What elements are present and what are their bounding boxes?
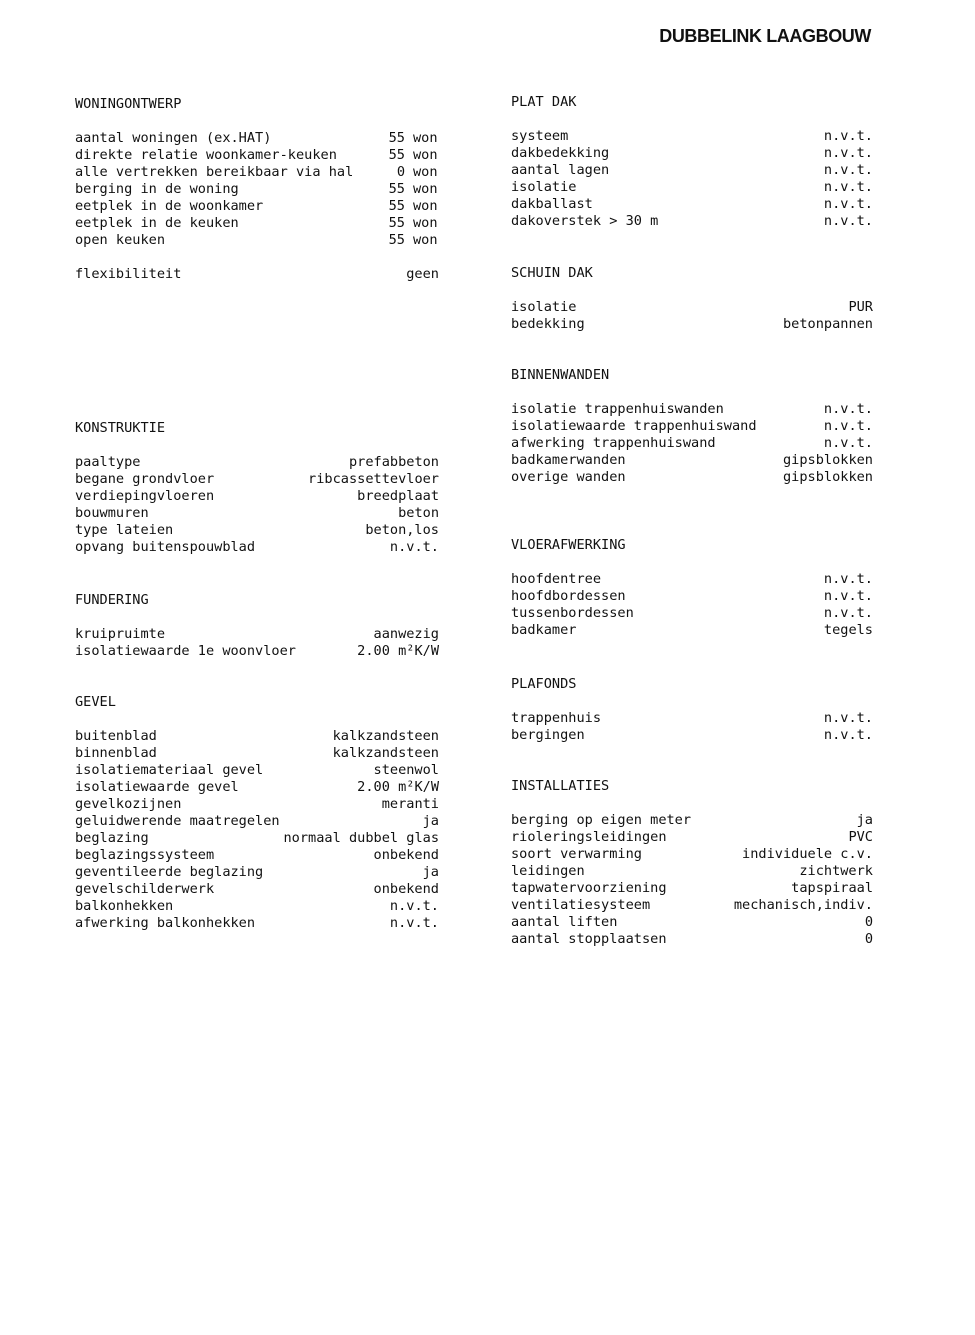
section-plat-dak	[511, 94, 873, 230]
spec-value: n.v.t.	[823, 145, 873, 161]
spec-row	[75, 539, 439, 556]
spec-label: aantal stopplaatsen	[511, 931, 667, 947]
section-gevel	[75, 694, 439, 932]
spec-label: beglazing	[75, 830, 149, 846]
spec-row	[75, 198, 439, 215]
spec-value: normaal dubbel glas	[283, 830, 439, 846]
spec-row	[75, 232, 439, 249]
spec-value: tegels	[823, 622, 873, 638]
spec-row	[511, 418, 873, 435]
spec-row	[511, 316, 873, 333]
spec-unit: won	[413, 181, 438, 197]
section-title: GEVEL	[75, 694, 116, 710]
spec-value: n.v.t.	[823, 605, 873, 621]
section-schuin-dak	[511, 265, 873, 333]
spec-row	[75, 847, 439, 864]
spec-count: 55	[388, 215, 405, 231]
spec-label: hoofdbordessen	[511, 588, 626, 604]
spec-row	[75, 864, 439, 881]
spec-label: badkamer	[511, 622, 577, 638]
spec-unit: won	[413, 147, 438, 163]
spec-value: n.v.t.	[823, 571, 873, 587]
spec-label: isolatiemateriaal gevel	[75, 762, 264, 778]
spec-label: geluidwerende maatregelen	[75, 813, 280, 829]
spec-count: 55	[388, 130, 405, 146]
spec-value: n.v.t.	[823, 418, 873, 434]
spec-row	[75, 813, 439, 830]
section-title: PLAFONDS	[511, 676, 577, 692]
spec-label: flexibiliteit	[75, 266, 182, 282]
spec-row	[75, 779, 439, 796]
spec-count: 55	[388, 181, 405, 197]
spec-row	[511, 435, 873, 452]
section-vloerafwerking	[511, 537, 873, 639]
section-woningontwerp	[75, 96, 439, 283]
spec-label: aantal liften	[511, 914, 618, 930]
woningontwerp-rows	[75, 130, 439, 249]
spec-row	[75, 215, 439, 232]
spec-count: 55	[388, 147, 405, 163]
spec-row	[511, 863, 873, 880]
spec-label: tapwatervoorziening	[511, 880, 667, 896]
spec-label: direkte relatie woonkamer-keuken	[75, 147, 337, 163]
spec-value: aanwezig	[373, 626, 439, 642]
spec-label: binnenblad	[75, 745, 157, 761]
spec-label: dakoverstek > 30 m	[511, 213, 659, 229]
section-title: WONINGONTWERP	[75, 96, 182, 112]
spec-label: bergingen	[511, 727, 585, 743]
spec-label: kruipruimte	[75, 626, 166, 642]
spec-label: isolatie trappenhuiswanden	[511, 401, 724, 417]
spec-label: tussenbordessen	[511, 605, 634, 621]
spec-value: beton	[398, 505, 439, 521]
section-title: SCHUIN DAK	[511, 265, 593, 281]
spec-row	[75, 745, 439, 762]
spec-row	[511, 401, 873, 418]
spec-row	[75, 454, 439, 471]
section-title: KONSTRUKTIE	[75, 420, 166, 436]
spec-label: eetplek in de woonkamer	[75, 198, 264, 214]
spec-label: alle vertrekken bereikbaar via hal	[75, 164, 354, 180]
spec-row-flexibiliteit	[75, 266, 439, 283]
spec-value: steenwol	[373, 762, 439, 778]
spec-value: beton,los	[365, 522, 439, 538]
section-fundering	[75, 592, 439, 660]
spec-label: dakballast	[511, 196, 593, 212]
spec-value: n.v.t.	[823, 213, 873, 229]
spec-row	[511, 196, 873, 213]
spec-count: 55	[388, 232, 405, 248]
section-plafonds	[511, 676, 873, 744]
spec-label: verdiepingvloeren	[75, 488, 215, 504]
spec-label: gevelschilderwerk	[75, 881, 215, 897]
spec-value: prefabbeton	[348, 454, 439, 470]
spec-label: type lateien	[75, 522, 174, 538]
spec-row	[75, 898, 439, 915]
spec-label: opvang buitenspouwblad	[75, 539, 256, 555]
spec-value: kalkzandsteen	[332, 728, 439, 744]
spec-label: systeem	[511, 128, 569, 144]
spec-label: eetplek in de keuken	[75, 215, 239, 231]
spec-row	[511, 829, 873, 846]
spec-row	[75, 643, 439, 660]
spec-count: 55	[388, 198, 405, 214]
spec-unit: won	[413, 198, 438, 214]
spec-row	[511, 727, 873, 744]
spec-row	[75, 471, 439, 488]
spec-row	[511, 812, 873, 829]
spec-label: bouwmuren	[75, 505, 149, 521]
spec-value: n.v.t.	[823, 162, 873, 178]
spec-label: paaltype	[75, 454, 141, 470]
spec-value: kalkzandsteen	[332, 745, 439, 761]
spec-row	[75, 762, 439, 779]
spec-row	[511, 213, 873, 230]
spec-value: n.v.t.	[389, 539, 439, 555]
spec-row	[511, 162, 873, 179]
spec-row	[511, 914, 873, 931]
spec-row	[75, 130, 439, 147]
spec-value: ja	[422, 813, 439, 829]
spec-value: PVC	[848, 829, 873, 845]
spec-label: balkonhekken	[75, 898, 174, 914]
spec-value: n.v.t.	[823, 435, 873, 451]
spec-row	[511, 452, 873, 469]
spec-label: gevelkozijnen	[75, 796, 182, 812]
spec-value: 2.00 m²K/W	[357, 779, 439, 795]
spec-value: meranti	[381, 796, 439, 812]
spec-row	[511, 179, 873, 196]
spec-label: isolatie	[511, 179, 577, 195]
spec-label: open keuken	[75, 232, 166, 248]
spec-label: aantal woningen (ex.HAT)	[75, 130, 272, 146]
spec-row	[511, 571, 873, 588]
spec-value: n.v.t.	[823, 710, 873, 726]
spec-row	[75, 728, 439, 745]
spec-row	[75, 830, 439, 847]
spec-row	[511, 145, 873, 162]
spec-count: 0	[396, 164, 405, 180]
spec-label: leidingen	[511, 863, 585, 879]
spec-row	[511, 469, 873, 486]
spec-value: breedplaat	[357, 488, 439, 504]
section-title: BINNENWANDEN	[511, 367, 610, 383]
spec-label: hoofdentree	[511, 571, 602, 587]
spec-unit: won	[413, 215, 438, 231]
section-title: VLOERAFWERKING	[511, 537, 626, 553]
spec-label: berging op eigen meter	[511, 812, 692, 828]
spec-unit: won	[413, 232, 438, 248]
spec-row	[511, 622, 873, 639]
spec-value: n.v.t.	[823, 128, 873, 144]
spec-row	[511, 605, 873, 622]
section-binnenwanden	[511, 367, 873, 486]
spec-value: onbekend	[373, 847, 439, 863]
spec-value: n.v.t.	[823, 401, 873, 417]
spec-value: n.v.t.	[823, 196, 873, 212]
spec-row	[511, 128, 873, 145]
spec-value: tapspiraal	[791, 880, 873, 896]
spec-row	[511, 897, 873, 914]
spec-value: geen	[406, 266, 439, 282]
section-installaties	[511, 778, 873, 948]
spec-value: ribcassettevloer	[308, 471, 439, 487]
spec-row	[75, 505, 439, 522]
spec-row	[75, 488, 439, 505]
spec-value: ja	[856, 812, 873, 828]
spec-value: n.v.t.	[823, 727, 873, 743]
spec-label: trappenhuis	[511, 710, 602, 726]
spec-row	[75, 164, 439, 181]
spec-label: ventilatiesysteem	[511, 897, 651, 913]
spec-unit: won	[413, 164, 438, 180]
spec-value: gipsblokken	[782, 469, 873, 485]
document-header: DUBBELINK LAAGBOUW	[659, 26, 871, 46]
spec-value: n.v.t.	[823, 179, 873, 195]
spec-value: n.v.t.	[389, 898, 439, 914]
spec-row	[511, 880, 873, 897]
spec-value: ja	[422, 864, 439, 880]
spec-label: afwerking balkonhekken	[75, 915, 256, 931]
spec-row	[511, 931, 873, 948]
spec-label: dakbedekking	[511, 145, 610, 161]
spec-value: onbekend	[373, 881, 439, 897]
spec-value: 0	[864, 914, 873, 930]
spec-row	[75, 915, 439, 932]
spec-label: geventileerde beglazing	[75, 864, 264, 880]
spec-label: rioleringsleidingen	[511, 829, 667, 845]
section-title: PLAT DAK	[511, 94, 577, 110]
spec-label: soort verwarming	[511, 846, 642, 862]
spec-label: afwerking trappenhuiswand	[511, 435, 716, 451]
spec-row	[75, 522, 439, 539]
spec-label: berging in de woning	[75, 181, 239, 197]
section-title: INSTALLATIES	[511, 778, 610, 794]
spec-label: isolatiewaarde gevel	[75, 779, 239, 795]
spec-value: 2.00 m²K/W	[357, 643, 439, 659]
spec-value: n.v.t.	[389, 915, 439, 931]
spec-row	[75, 181, 439, 198]
spec-row	[75, 796, 439, 813]
spec-label: isolatiewaarde trappenhuiswand	[511, 418, 757, 434]
spec-row	[511, 846, 873, 863]
spec-label: beglazingssysteem	[75, 847, 215, 863]
spec-value: mechanisch,indiv.	[733, 897, 873, 913]
spec-unit: won	[413, 130, 438, 146]
spec-label: begane grondvloer	[75, 471, 215, 487]
spec-label: isolatie	[511, 299, 577, 315]
section-konstruktie	[75, 420, 439, 556]
spec-row	[75, 626, 439, 643]
spec-row	[511, 710, 873, 727]
spec-label: bedekking	[511, 316, 585, 332]
spec-value: betonpannen	[782, 316, 873, 332]
spec-value: PUR	[848, 299, 873, 315]
spec-value: gipsblokken	[782, 452, 873, 468]
spec-row	[75, 881, 439, 898]
section-title: FUNDERING	[75, 592, 149, 608]
spec-value: n.v.t.	[823, 588, 873, 604]
spec-value: individuele c.v.	[742, 846, 873, 862]
spec-label: isolatiewaarde 1e woonvloer	[75, 643, 296, 659]
spec-row	[75, 147, 439, 164]
spec-label: overige wanden	[511, 469, 626, 485]
spec-value: 0	[864, 931, 873, 947]
spec-row	[511, 588, 873, 605]
spec-label: badkamerwanden	[511, 452, 626, 468]
spec-label: aantal lagen	[511, 162, 610, 178]
spec-row	[511, 299, 873, 316]
spec-value: zichtwerk	[799, 863, 873, 879]
spec-label: buitenblad	[75, 728, 157, 744]
